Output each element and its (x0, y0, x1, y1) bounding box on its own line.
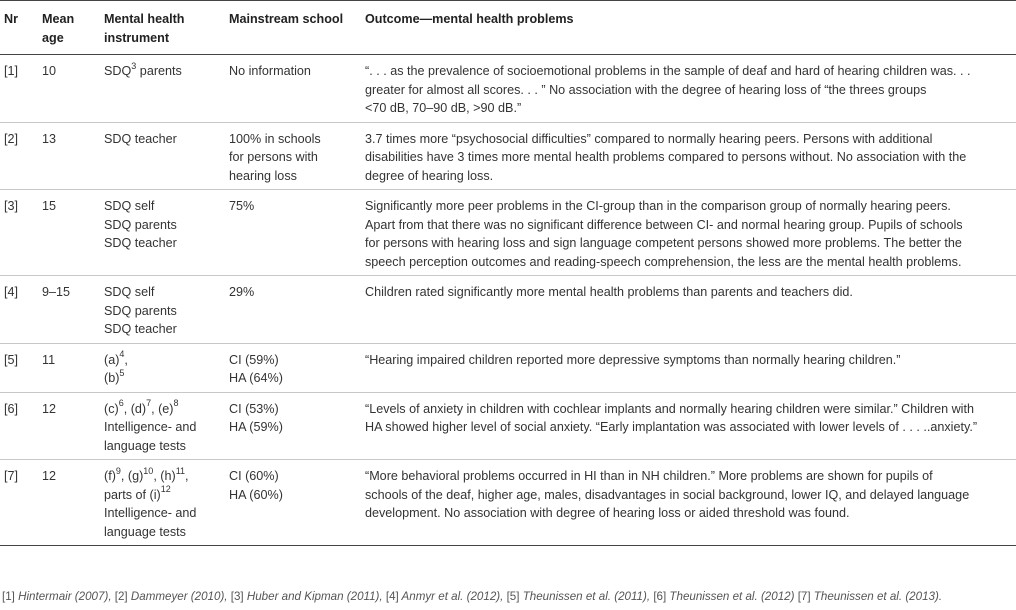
cell-age: 15 (38, 190, 100, 276)
table-footnote (2, 590, 1014, 603)
footnote-citation: Theunissen et al. (2013). (810, 590, 943, 603)
footnote-marker: 12 (160, 484, 171, 495)
instrument-text: (b) (104, 371, 120, 385)
footnote-ref: [4] (385, 590, 399, 603)
instrument-text: language tests (104, 524, 186, 539)
cell-nr: [4] (0, 276, 38, 344)
table-row (0, 343, 1016, 392)
cell-school: No information (225, 55, 361, 123)
cell-instrument (100, 392, 225, 460)
cell-instrument (100, 55, 225, 123)
footnote-marker: 7 (146, 398, 152, 409)
footnote-marker: 3 (131, 60, 137, 71)
footnote-ref: [3] (230, 590, 244, 603)
footnote-ref: [5] (506, 590, 520, 603)
cell-nr: [1] (0, 55, 38, 123)
instrument-text: (f) (104, 469, 116, 483)
footnote-marker: 9 (115, 465, 121, 476)
footnote-ref: [2] (114, 590, 128, 603)
instrument-text: Intelligence- and (104, 420, 197, 434)
instrument-text: , (185, 469, 189, 483)
instrument-text: (c) (104, 401, 119, 416)
cell-instrument: SDQ self SDQ parents SDQ teacher (100, 190, 225, 276)
instrument-text: parents (136, 64, 182, 78)
header-age: Mean age (38, 1, 100, 55)
cell-outcome: “Hearing impaired children reported more depressive symptoms than normally hearing children.” (361, 343, 1016, 392)
footnote-marker: 5 (119, 367, 125, 378)
cell-outcome: 3.7 times more “psychosocial difficulties” compared to normally hearing peers. Persons with additional disabilities have 3 times more mental health problems compared to persons without. No association with the degree of hearing loss. (361, 122, 1016, 190)
header-row (0, 1, 1016, 55)
cell-school: CI (53%) HA (59%) (225, 392, 361, 460)
header-nr: Nr (0, 1, 38, 55)
instrument-text: SDQ (104, 64, 132, 78)
table-row (0, 392, 1016, 460)
cell-outcome: “Levels of anxiety in children with cochlear implants and normally hearing children were similar.” Children with HA showed higher level of social anxiety. “Early implantation was associated with lower levels of . . . ..anxiety.” (361, 392, 1016, 460)
cell-nr: [5] (0, 343, 38, 392)
header-instrument: Mental health instrument (100, 1, 225, 55)
header-outcome: Outcome—mental health problems (361, 1, 1016, 55)
footnote-marker: 8 (173, 398, 179, 409)
cell-age: 10 (38, 55, 100, 123)
instrument-text: language tests (104, 438, 186, 453)
cell-school: 100% in schools for persons with hearing loss (225, 122, 361, 190)
footnote-marker: 4 (119, 349, 125, 360)
cell-instrument (100, 343, 225, 392)
instrument-text: , (d) (123, 401, 147, 416)
cell-outcome: Children rated significantly more mental health problems than parents and teachers did. (361, 276, 1016, 344)
footnote-citation: Huber and Kipman (2011), (243, 590, 386, 603)
cell-nr: [2] (0, 122, 38, 190)
footnote-citation: Dammeyer (2010), (127, 590, 231, 603)
table-row (0, 276, 1016, 344)
instrument-text: , (e) (151, 401, 174, 416)
cell-instrument: SDQ teacher (100, 122, 225, 190)
footnote-citation: Theunissen et al. (2011), (519, 590, 654, 603)
cell-instrument: SDQ self SDQ parents SDQ teacher (100, 276, 225, 344)
cell-school: CI (60%) HA (60%) (225, 460, 361, 546)
footnote-marker: 10 (143, 465, 154, 476)
footnote-citation: Anmyr et al. (2012), (398, 590, 507, 603)
cell-school: 75% (225, 190, 361, 276)
footnote-marker: 6 (118, 398, 124, 409)
table-row (0, 190, 1016, 276)
instrument-text: , (124, 352, 128, 367)
cell-nr: [3] (0, 190, 38, 276)
cell-age: 12 (38, 460, 100, 546)
cell-nr: [7] (0, 460, 38, 546)
cell-outcome: Significantly more peer problems in the CI-group than in the comparison group of normally hearing peers. Apart from that there was no significant difference between CI- and normal hearing group. Pupils of schools for persons with hearing loss and sign language competent persons showed more problems. The better the speech perception outcomes and reading-speech comprehension, the less are the mental health problems. (361, 190, 1016, 276)
cell-instrument (100, 460, 225, 546)
cell-age: 12 (38, 392, 100, 460)
footnote-ref: [6] (653, 590, 667, 603)
instrument-text: (a) (104, 352, 120, 367)
table-row (0, 122, 1016, 190)
instrument-text: , (g) (120, 469, 144, 483)
cell-age: 9–15 (38, 276, 100, 344)
instrument-text: , (h) (153, 469, 176, 483)
cell-outcome: “. . . as the prevalence of socioemotional problems in the sample of deaf and hard of hearing children was. . . greater for almost all scores. . . ” No association with the degree of hearing loss of “the threes groups <70 dB, 70–90 dB, >90 dB.” (361, 55, 1016, 123)
cell-outcome: “More behavioral problems occurred in HI than in NH children.” More problems are shown for pupils of schools of the deaf, higher age, males, disadvantages in social background, lower IQ, and delayed language development. No association with degree of hearing loss or aided threshold was found. (361, 460, 1016, 546)
instrument-text: parts of (i) (104, 487, 161, 502)
cell-school: CI (59%) HA (64%) (225, 343, 361, 392)
cell-school: 29% (225, 276, 361, 344)
footnote-marker: 11 (175, 465, 186, 476)
instrument-text: Intelligence- and (104, 506, 197, 520)
footnote-citation: Hintermair (2007), (14, 590, 115, 603)
footnote-ref: [1] (2, 590, 15, 603)
table-row (0, 55, 1016, 123)
table-row (0, 460, 1016, 546)
footnote-citation: Theunissen et al. (2012) (666, 590, 798, 603)
header-school: Mainstream school (225, 1, 361, 55)
footnote-ref: [7] (797, 590, 811, 603)
cell-nr: [6] (0, 392, 38, 460)
cell-age: 11 (38, 343, 100, 392)
cell-age: 13 (38, 122, 100, 190)
